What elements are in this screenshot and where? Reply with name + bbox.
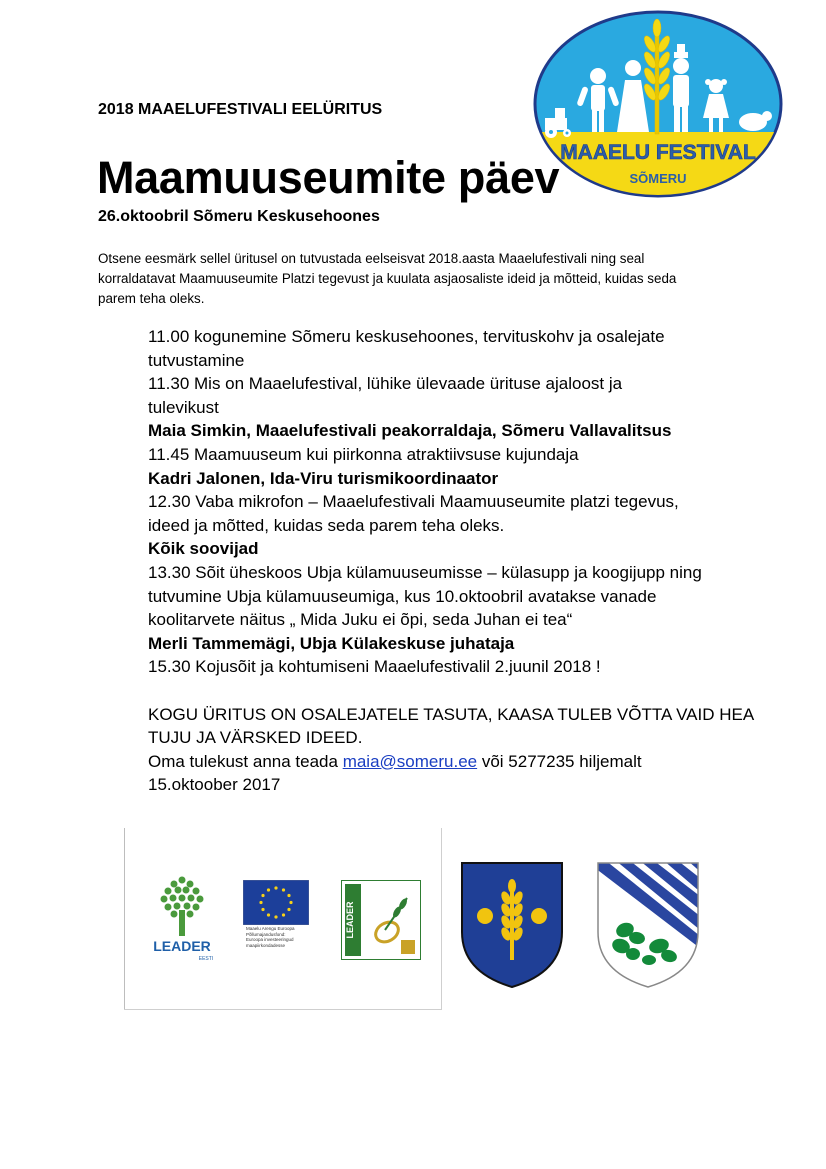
schedule-line: tutvumine Ubja külamuuseumiga, kus 10.oktoobril avatakse vanade [148, 586, 657, 606]
schedule-line: 11.30 Mis on Maaelufestival, lühike ülevaade ürituse ajaloost ja [148, 374, 623, 394]
someru-coat-of-arms-icon [459, 860, 565, 990]
ubja-coat-of-arms-icon [595, 860, 701, 992]
speaker-line: Maia Simkin, Maaelufestivali peakorraldaja, Sõmeru Vallavalitsus [148, 421, 672, 441]
event-date-location: 26.oktoobril Sõmeru Keskusehoones [98, 208, 380, 225]
eu-caption-line: Euroopa investeeringud [246, 937, 294, 942]
speaker-line: Merli Tammemägi, Ubja Külakeskuse juhataja [148, 633, 515, 653]
event-supertitle: 2018 MAAELUFESTIVALI EELÜRITUS [98, 101, 383, 118]
page-title: Maamuuseumite päev [97, 152, 560, 203]
leader-eesti-logo [146, 874, 218, 964]
eu-flag-icon [243, 880, 309, 925]
eu-caption-line: Maaelu Arengu Euroopa [246, 926, 295, 931]
program-schedule [148, 325, 758, 797]
contact-prefix: Oma tulekust anna teada [148, 751, 343, 771]
intro-line: korraldatavat Maamuuseumite Platzi tegevust ja kuulata asjaosaliste ideid ja mõtteid, kuidas seda [98, 271, 677, 286]
eu-caption-line: Põllumajandusfond: [246, 931, 286, 937]
notice-line: TUJU JA VÄRSKED IDEED. [148, 728, 363, 748]
eu-fund-caption [246, 926, 314, 948]
deadline-line: 15.oktoober 2017 [148, 775, 281, 795]
festival-logo-text: MAAELU FESTIVAL [560, 141, 756, 164]
schedule-line: 12.30 Vaba mikrofon – Maaelufestivali Maamuuseumite platzi tegevus, [148, 492, 679, 512]
email-link[interactable]: maia@someru.ee [342, 751, 478, 771]
schedule-line: koolitarvete näitus „ Mida Juku ei õpi, seda Juhan ei tea“ [148, 610, 573, 630]
eu-caption-line: maapiirkondadesse [246, 942, 286, 948]
contact-line [148, 750, 758, 774]
schedule-line: ideed ja mõtted, kuidas seda parem teha oleks. [148, 515, 505, 535]
contact-suffix: või 5277235 hiljemalt [477, 751, 642, 771]
schedule-line: tutvustamine [148, 350, 245, 370]
speaker-line: Kadri Jalonen, Ida-Viru turismikoordinaator [148, 468, 499, 488]
schedule-line: 13.30 Sõit üheskoos Ubja külamuuseumisse – külasupp ja koogijupp ning [148, 562, 702, 582]
leader-square-label: LEADER [345, 901, 355, 939]
leader-square-logo [341, 880, 421, 960]
notice-line: KOGU ÜRITUS ON OSALEJATELE TASUTA, KAASA TULEB VÕTTA VAID HEA [148, 704, 755, 724]
schedule-line: tulevikust [148, 397, 219, 417]
schedule-line: 11.45 Maamuuseum kui piirkonna atraktiivsuse kujundaja [148, 444, 579, 464]
intro-paragraph [98, 249, 718, 309]
speaker-line: Kõik soovijad [148, 539, 259, 559]
schedule-line: 15.30 Kojusõit ja kohtumiseni Maaelufestivalil 2.juunil 2018 ! [148, 657, 601, 677]
intro-line: parem teha oleks. [98, 291, 205, 306]
festival-logo-subtext: SÕMERU [629, 171, 687, 186]
schedule-line: 11.00 kogunemine Sõmeru keskusehoones, tervituskohv ja osalejate [148, 327, 665, 346]
leader-sub-label: EESTI [198, 956, 214, 962]
intro-line: Otsene eesmärk sellel üritusel on tutvustada eelseisvat 2018.aasta Maaelufestivali ning seal [98, 251, 645, 266]
maaelu-festival-logo [533, 10, 783, 198]
leader-label: LEADER [153, 938, 211, 954]
